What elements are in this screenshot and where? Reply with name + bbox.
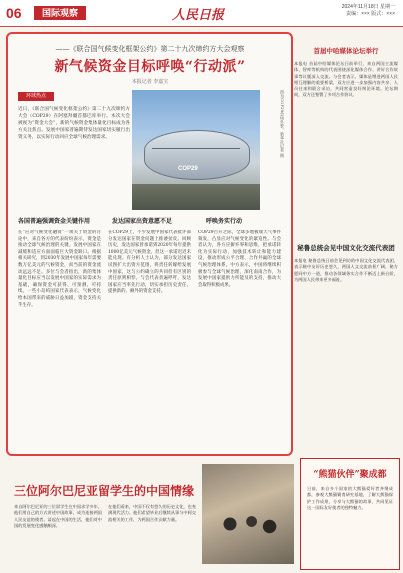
article-title: 新气候资金目标呼唤“行动派” <box>54 59 246 75</box>
section-label: 国际观察 <box>34 6 86 20</box>
sidebar-text-2: 本报电 秘鲁总统日前会见到访的中国文化交流代表团，表示秘中友好历史悠久，两国人文交流前景广阔，秘方愿同中方一道，推动各领域务实合作不断迈上新台阶，为两国人民带来更多福祉。 <box>294 258 398 282</box>
column-heading-2: 发达国家出资意愿不足 <box>112 218 173 225</box>
article-byline: 本报记者 李嘉宝 <box>131 79 169 85</box>
photo-sign: COP29 <box>178 166 198 172</box>
panda-box-text: 日前，来自多个国家的大熊猫爱好者齐聚成都，参观大熊猫繁育研究基地，了解大熊猫保护工作成果，分享与大熊猫的故事，共同见证这一国际友好使者的独特魅力。 <box>307 486 393 510</box>
sidebar-text-1: 本报电 首届中哈媒体论坛日前举行，来自两国主流媒体、智库等机构的代表围绕深化媒体合作、讲好合作故事等议题深入交流。与会者表示，媒体是增进两国人民相互理解的重要桥梁，双方应进一步加强内容共享、人员往来和联合采访，共同营造良好舆论环境。论坛期间，双方还签署了多项合作协议。 <box>294 61 398 98</box>
newspaper-logo: 人民日报 <box>172 8 225 23</box>
sidebar-news <box>294 32 398 452</box>
article-column-1: 在“应对气候变化融资”一项关于资金的讨论中，来自各方的代表纷纷表示，资金是推动全球气候治理的关键。发展中国家在减缓和适应方面面临巨大资金缺口。根据相关研究，到2030年发展中国家每年需要数万亿美元的气候资金，而当前的资金流动远远不足。多位与会者指出，新的集体量化目标应当以发展中国家的实际需求为基础，确保资金可获得、可预测、可持续。一些小岛屿国家代表表示，气候变化给本国带来的威胁日益加剧，资金支持关乎生存。 <box>18 230 101 308</box>
bottom-column-2: 在他们看来，中国不仅有悠久的历史文化，也充满现代活力。他们希望毕业后继续从事与中阿交流相关的工作，为两国合作贡献力量。 <box>108 504 196 522</box>
column-heading-1: 各国普遍强调资金关键作用 <box>18 218 91 225</box>
article-tag: 环球热点 <box>18 92 54 101</box>
article-lead: 近日，《联合国气候变化框架公约》第二十九次缔约方大会（COP29）在阿塞拜疆首都巴库举行。本次大会被视为“资金大会”，新的气候资金集体量化目标成为各方关注焦点。发展中国家普遍期待发达国家切实履行出资义务，以实际行动回应全球气候治理需求。 <box>18 107 130 140</box>
page-number: 06 <box>6 5 22 21</box>
sidebar-title-1: 首届中哈媒体论坛举行 <box>313 47 379 55</box>
bottom-section <box>6 456 398 570</box>
photo-caption: 图为COP29会场外景。新华社记者 摄 <box>280 90 285 158</box>
date-info <box>342 4 395 18</box>
column-headings <box>18 216 284 226</box>
sidebar-title-2: 秘鲁总统会见中国文化交流代表团 <box>297 244 395 252</box>
bottom-column-1: 来自阿尔巴尼亚的三位留学生在中国求学多年，他们用自己的方式讲述中国故事，成为连接两国人民友谊的使者。谈起在中国的生活，他们对中国的发展变化感触颇深。 <box>14 504 102 528</box>
panda-box-title: “熊猫伙伴”聚成都 <box>313 470 387 480</box>
article-supertitle: ——《联合国气候变化框架公约》第二十九次缔约方大会观察 <box>55 45 245 53</box>
column-heading-3: 呼唤务实行动 <box>206 218 243 225</box>
ground-shape <box>132 184 260 210</box>
page-header <box>0 0 403 27</box>
panda-box <box>300 458 400 570</box>
conference-photo <box>132 90 260 210</box>
arena-line <box>152 148 240 149</box>
people-shapes <box>212 504 284 554</box>
arena-shape <box>144 130 250 180</box>
bottom-title: 三位阿尔巴尼亚留学生的中国情缘 <box>14 484 195 498</box>
editor-line: 责编：××× 版式：××× <box>346 11 395 17</box>
article-column-3: COP29召开之际，全球多地极端天气事件频发，凸显应对气候变化的紧迫性。与会者认为，各方应摒弃零和思维，把承诺转化为实际行动，加强技术转让和能力建设，推动形成公平合理、合作共赢的全球气候治理体系。中方表示，中国将继续积极参与全球气候治理，深化南南合作，为发展中国家提供力所能及的支持，推动大会取得积极成果。 <box>198 230 281 288</box>
students-photo <box>202 464 294 564</box>
article-column-2: 在COP29上，不少发展中国家代表批评部分发达国家在资金问题上推诿扯皮。回顾历史，发达国家曾承诺到2020年每年提供1000亿美元气候资金，但这一承诺迟迟未能兑现。有分析人士认为，部分发达国家试图扩大出资方范围，将责任转嫁给发展中国家，这与公约确立的共同但有区别的责任原则相悖。与会代表普遍呼吁，发达国家应当率先行动，切实承担历史责任，提供新的、额外的资金支持。 <box>108 230 191 295</box>
feature-article[interactable] <box>6 32 293 456</box>
date-line: 2024年11月18日 星期一 <box>341 4 395 10</box>
